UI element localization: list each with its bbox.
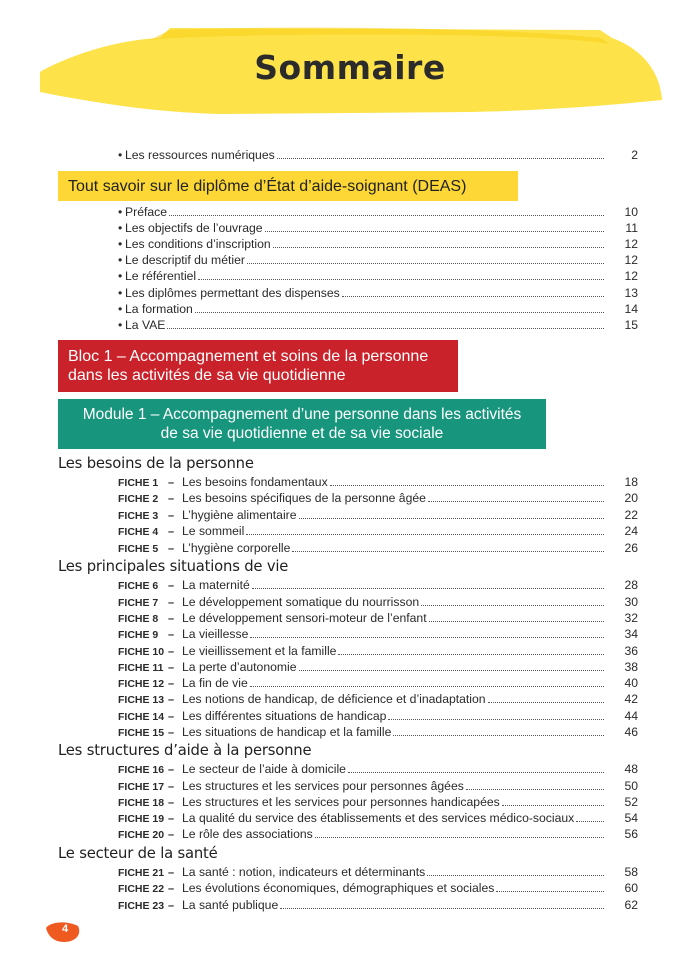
- bloc-heading-line1: Bloc 1 – Accompagnement et soins de la personne: [68, 348, 429, 365]
- fiche-number: FICHE 3: [118, 510, 159, 522]
- page-title: Sommaire: [254, 48, 446, 87]
- toc-entry-label: Les diplômes permettant des dispenses: [125, 286, 340, 300]
- fiche-dash: –: [168, 493, 175, 505]
- fiche-number: FICHE 12: [118, 678, 165, 690]
- fiche-page: 40: [624, 676, 638, 690]
- fiche-entry[interactable]: [118, 761, 638, 777]
- fiche-page: 18: [624, 475, 638, 489]
- fiche-entry[interactable]: [118, 507, 638, 523]
- fiche-dash: –: [168, 662, 175, 674]
- fiche-number: FICHE 13: [118, 694, 165, 706]
- fiche-entry[interactable]: [118, 675, 638, 691]
- fiche-page: 48: [624, 762, 638, 776]
- fiche-page: 28: [624, 578, 638, 592]
- fiche-dash: –: [168, 764, 175, 776]
- fiche-page: 56: [624, 827, 638, 841]
- fiche-dash: –: [168, 781, 175, 793]
- fiche-page: 44: [624, 709, 638, 723]
- fiche-number: FICHE 1: [118, 477, 159, 489]
- fiche-entry[interactable]: [118, 626, 638, 642]
- fiche-label: La vieillesse: [182, 627, 249, 641]
- fiche-dash: –: [168, 597, 175, 609]
- toc-entry-page: 13: [624, 286, 638, 300]
- page-number: 4: [62, 923, 69, 935]
- fiche-number: FICHE 20: [118, 829, 165, 841]
- fiche-number: FICHE 4: [118, 526, 159, 538]
- fiche-page: 34: [624, 627, 638, 641]
- fiche-entry[interactable]: [118, 610, 638, 626]
- toc-entry-label: Les conditions d’inscription: [125, 237, 271, 251]
- fiche-dash: –: [168, 477, 175, 489]
- fiche-label: La qualité du service des établissements et des services médico-sociaux: [182, 811, 575, 825]
- bloc-heading-box[interactable]: [58, 340, 458, 392]
- fiche-label: La maternité: [182, 578, 250, 592]
- toc-entry[interactable]: • Les objectifs de l’ouvrage 11: [118, 221, 638, 235]
- fiche-number: FICHE 16: [118, 764, 165, 776]
- fiche-dash: –: [168, 711, 175, 723]
- module-heading-line2: de sa vie quotidienne et de sa vie sociale: [160, 425, 444, 442]
- fiche-label: Le sommeil: [182, 524, 245, 538]
- fiche-entry[interactable]: [118, 594, 638, 610]
- fiche-entry[interactable]: [118, 540, 638, 556]
- toc-entry-label: Le référentiel: [125, 269, 197, 283]
- fiche-dash: –: [168, 678, 175, 690]
- fiche-page: 26: [624, 541, 638, 555]
- toc-entry[interactable]: • Préface 10: [118, 205, 638, 219]
- fiche-page: 60: [624, 881, 638, 895]
- section-title: Les principales situations de vie: [58, 558, 289, 575]
- toc-entry[interactable]: • Les ressources numériques 2: [118, 148, 638, 162]
- fiche-number: FICHE 10: [118, 646, 165, 658]
- toc-entry-label: La VAE: [125, 318, 166, 332]
- deas-heading-box[interactable]: [58, 171, 518, 201]
- fiche-number: FICHE 21: [118, 867, 165, 879]
- fiche-dash: –: [168, 526, 175, 538]
- fiche-number: FICHE 6: [118, 580, 159, 592]
- fiche-page: 24: [624, 524, 638, 538]
- toc-entry[interactable]: • La formation 14: [118, 302, 638, 316]
- toc-entry-label: Les ressources numériques: [125, 148, 275, 162]
- fiche-entry[interactable]: [118, 523, 638, 539]
- fiche-dash: –: [168, 900, 175, 912]
- toc-entry-label: La formation: [125, 302, 193, 316]
- fiche-page: 50: [624, 779, 638, 793]
- fiche-number: FICHE 11: [118, 662, 164, 674]
- fiche-number: FICHE 22: [118, 883, 165, 895]
- fiche-dash: –: [168, 646, 175, 658]
- fiche-number: FICHE 5: [118, 543, 159, 555]
- fiche-dash: –: [168, 883, 175, 895]
- fiche-dash: –: [168, 829, 175, 841]
- toc-entry-page: 12: [624, 269, 638, 283]
- toc-entry[interactable]: • La VAE 15: [118, 318, 638, 332]
- fiche-entry[interactable]: [118, 474, 638, 490]
- toc-entry[interactable]: • Les diplômes permettant des dispenses 13: [118, 286, 638, 300]
- fiche-dash: –: [168, 727, 175, 739]
- fiche-entry[interactable]: [118, 880, 638, 896]
- fiche-page: 52: [624, 795, 638, 809]
- fiche-label: Les différentes situations de handicap: [182, 709, 387, 723]
- fiche-number: FICHE 14: [118, 711, 165, 723]
- fiche-dash: –: [168, 629, 175, 641]
- toc-entry[interactable]: • Le descriptif du métier 12: [118, 253, 638, 267]
- fiche-page: 62: [624, 898, 638, 912]
- fiche-label: Les structures et les services pour personnes âgées: [182, 779, 464, 793]
- module-heading-line1: Module 1 – Accompagnement d’une personne dans les activités: [82, 406, 522, 423]
- bloc-heading-line2: dans les activités de sa vie quotidienne: [68, 367, 346, 384]
- toc-entry-page: 12: [624, 253, 638, 267]
- fiche-dash: –: [168, 543, 175, 555]
- toc-entry-label: Préface: [125, 205, 168, 219]
- fiche-label: La santé publique: [182, 898, 279, 912]
- fiche-label: Le secteur de l’aide à domicile: [182, 762, 346, 776]
- fiche-page: 38: [624, 660, 638, 674]
- fiche-number: FICHE 8: [118, 613, 159, 625]
- fiche-page: 22: [624, 508, 638, 522]
- fiche-label: L’hygiène alimentaire: [182, 508, 297, 522]
- section-title: Le secteur de la santé: [58, 845, 218, 862]
- fiche-label: La fin de vie: [182, 676, 248, 690]
- fiche-number: FICHE 19: [118, 813, 165, 825]
- toc-entry-page: 12: [624, 237, 638, 251]
- fiche-entry[interactable]: [118, 810, 638, 826]
- fiche-number: FICHE 23: [118, 900, 165, 912]
- fiche-entry[interactable]: [118, 778, 638, 794]
- fiche-entry[interactable]: [118, 826, 638, 842]
- fiche-label: Les structures et les services pour personnes handicapées: [182, 795, 500, 809]
- fiche-label: Le développement somatique du nourrisson: [182, 595, 420, 609]
- fiche-entry[interactable]: [118, 897, 638, 913]
- deas-heading: Tout savoir sur le diplôme d’État d’aide-soignant (DEAS): [68, 177, 467, 195]
- fiche-number: FICHE 18: [118, 797, 165, 809]
- fiche-number: FICHE 17: [118, 781, 165, 793]
- fiche-label: Le vieillissement et la famille: [182, 644, 337, 658]
- fiche-dash: –: [168, 813, 175, 825]
- fiche-dash: –: [168, 580, 175, 592]
- fiche-page: 58: [624, 865, 638, 879]
- fiche-dash: –: [168, 867, 175, 879]
- fiche-dash: –: [168, 797, 175, 809]
- page-number-badge: [44, 920, 84, 944]
- fiche-entry[interactable]: [118, 708, 638, 724]
- toc-entry-label: Le descriptif du métier: [125, 253, 245, 267]
- fiche-label: Le rôle des associations: [182, 827, 313, 841]
- fiche-dash: –: [168, 694, 175, 706]
- toc-entry-page: 14: [624, 302, 638, 316]
- fiche-page: 32: [624, 611, 638, 625]
- fiche-page: 42: [624, 692, 638, 706]
- fiche-label: Les besoins fondamentaux: [182, 475, 328, 489]
- toc-entry[interactable]: • Les conditions d’inscription 12: [118, 237, 638, 251]
- fiche-page: 46: [624, 725, 638, 739]
- section-title: Les structures d’aide à la personne: [58, 742, 312, 759]
- fiche-page: 20: [624, 491, 638, 505]
- fiche-dash: –: [168, 510, 175, 522]
- toc-entry-page: 2: [631, 148, 638, 162]
- fiche-number: FICHE 15: [118, 727, 165, 739]
- fiche-entry[interactable]: [118, 691, 638, 707]
- fiche-label: Les évolutions économiques, démographiques et sociales: [182, 881, 495, 895]
- fiche-entry[interactable]: [118, 490, 638, 506]
- fiche-number: FICHE 7: [118, 597, 159, 609]
- module-heading-box[interactable]: [58, 399, 546, 449]
- fiche-label: Les besoins spécifiques de la personne âgée: [182, 491, 426, 505]
- toc-entry-label: Les objectifs de l’ouvrage: [125, 221, 263, 235]
- toc-entry[interactable]: • Le référentiel 12: [118, 269, 638, 283]
- fiche-number: FICHE 9: [118, 629, 159, 641]
- toc-entry-page: 10: [624, 205, 638, 219]
- fiche-label: La perte d’autonomie: [182, 660, 297, 674]
- section-title: Les besoins de la personne: [58, 455, 254, 472]
- fiche-entry[interactable]: [118, 659, 638, 675]
- fiche-label: L’hygiène corporelle: [182, 541, 291, 555]
- fiche-entry[interactable]: [118, 864, 638, 880]
- fiche-entry[interactable]: [118, 643, 638, 659]
- fiche-label: Le développement sensori-moteur de l’enfant: [182, 611, 427, 625]
- fiche-label: Les notions de handicap, de déficience et d’inadaptation: [182, 692, 486, 706]
- fiche-label: La santé : notion, indicateurs et déterminants: [182, 865, 426, 879]
- fiche-page: 30: [624, 595, 638, 609]
- fiche-entry[interactable]: [118, 577, 638, 593]
- fiche-number: FICHE 2: [118, 493, 159, 505]
- fiche-entry[interactable]: [118, 794, 638, 810]
- fiche-page: 36: [624, 644, 638, 658]
- fiche-label: Les situations de handicap et la famille: [182, 725, 392, 739]
- fiche-entry[interactable]: [118, 724, 638, 740]
- fiche-dash: –: [168, 613, 175, 625]
- fiche-page: 54: [624, 811, 638, 825]
- toc-entry-page: 15: [624, 318, 638, 332]
- toc-entry-page: 11: [625, 221, 638, 235]
